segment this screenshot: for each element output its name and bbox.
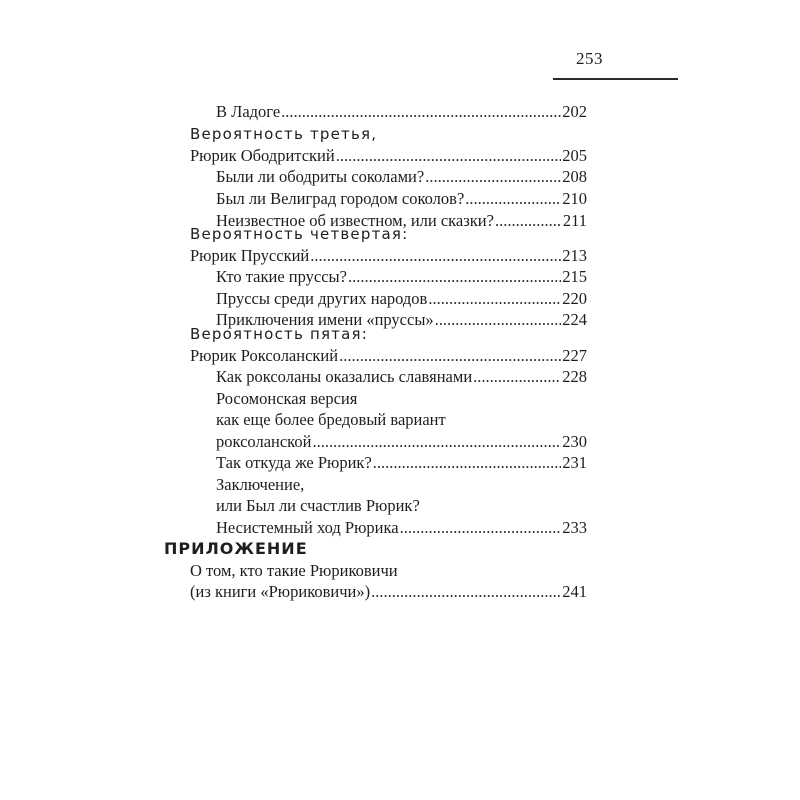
toc-entry — [216, 452, 587, 474]
section-heading-text: Вероятность четвертая: — [190, 225, 409, 243]
toc-leader-dots — [428, 288, 561, 310]
toc-entry — [190, 345, 587, 367]
toc-entry — [216, 266, 587, 288]
toc-entry-page: 213 — [562, 246, 587, 265]
toc-entry-page: 230 — [562, 432, 587, 451]
toc-entry-title: как еще более бредовый вариант — [216, 410, 446, 429]
toc-entry-page: 211 — [562, 211, 587, 230]
section-heading — [190, 223, 408, 245]
toc-entry-title: роксоланской — [216, 432, 312, 451]
toc-leader-dots — [435, 309, 562, 331]
toc-leader-dots — [495, 210, 562, 232]
page-number: 253 — [576, 49, 603, 68]
toc-entry-title: Кто такие пруссы? — [216, 267, 347, 286]
toc-entry-page: 220 — [562, 289, 587, 308]
toc-entry — [216, 366, 587, 388]
toc-entry — [216, 409, 446, 431]
toc-entry — [190, 245, 587, 267]
toc-leader-dots — [310, 245, 561, 267]
toc-entry-title: Заключение, — [216, 475, 305, 494]
toc-entry-title: Рюрик Прусский — [190, 246, 310, 265]
toc-entry — [216, 431, 587, 453]
toc-entry-title: В Ладоге — [216, 102, 281, 121]
toc-entry — [216, 101, 587, 123]
toc-entry-title: О том, кто такие Рюриковичи — [190, 561, 398, 580]
appendix-heading — [164, 538, 308, 560]
toc-entry-title: Как роксоланы оказались славянами — [216, 367, 473, 386]
section-heading — [190, 323, 368, 345]
toc-leader-dots — [339, 345, 561, 367]
toc-entry — [216, 495, 420, 517]
toc-entry-page: 202 — [562, 102, 587, 121]
toc-entry-page: 233 — [562, 518, 587, 537]
toc-entry-title: Росомонская версия — [216, 389, 358, 408]
section-heading-text: Вероятность третья, — [190, 125, 378, 143]
toc-entry — [190, 581, 587, 603]
toc-entry-title: Пруссы среди других народов — [216, 289, 428, 308]
toc-leader-dots — [473, 366, 561, 388]
toc-entry-title: Несистемный ход Рюрика — [216, 518, 399, 537]
toc-entry-page: 215 — [562, 267, 587, 286]
toc-entry-title: Неизвестное об известном, или сказки? — [216, 211, 494, 230]
toc-entry-page: 231 — [562, 453, 587, 472]
toc-entry-page: 227 — [562, 346, 587, 365]
toc-leader-dots — [336, 145, 562, 167]
section-heading — [190, 123, 377, 145]
toc-entry — [216, 166, 587, 188]
toc-entry-page: 208 — [562, 167, 587, 186]
toc-leader-dots — [371, 581, 561, 603]
toc-leader-dots — [425, 166, 561, 188]
toc-entry — [216, 388, 357, 410]
toc-entry-title: Приключения имени «пруссы» — [216, 310, 434, 329]
toc-entry-title: Рюрик Ободритский — [190, 146, 335, 165]
toc-entry-page: 224 — [562, 310, 587, 329]
toc-entry-title: Были ли ободриты соколами? — [216, 167, 425, 186]
toc-entry-page: 210 — [562, 189, 587, 208]
toc-entry-page: 228 — [562, 367, 587, 386]
toc-entry — [216, 474, 304, 496]
toc-leader-dots — [465, 188, 561, 210]
toc-entry-page: 205 — [562, 146, 587, 165]
toc-entry-title: (из книги «Рюриковичи») — [190, 582, 371, 601]
toc-entry-title: или Был ли счастлив Рюрик? — [216, 496, 420, 515]
toc-leader-dots — [373, 452, 561, 474]
toc-entry-title: Так откуда же Рюрик? — [216, 453, 372, 472]
toc-entry-title: Был ли Велиград городом соколов? — [216, 189, 465, 208]
toc-entry — [216, 188, 587, 210]
toc-entry-page: 241 — [562, 582, 587, 601]
toc-leader-dots — [400, 517, 562, 539]
toc-entry — [190, 560, 398, 582]
toc-entry-title: Рюрик Роксоланский — [190, 346, 339, 365]
appendix-heading-text: ПРИЛОЖЕНИЕ — [164, 539, 308, 558]
section-heading-text: Вероятность пятая: — [190, 325, 368, 343]
toc-leader-dots — [281, 101, 561, 123]
toc-entry — [216, 517, 587, 539]
toc-leader-dots — [312, 431, 561, 453]
toc-entry — [190, 145, 587, 167]
toc-entry — [216, 288, 587, 310]
toc-leader-dots — [348, 266, 561, 288]
